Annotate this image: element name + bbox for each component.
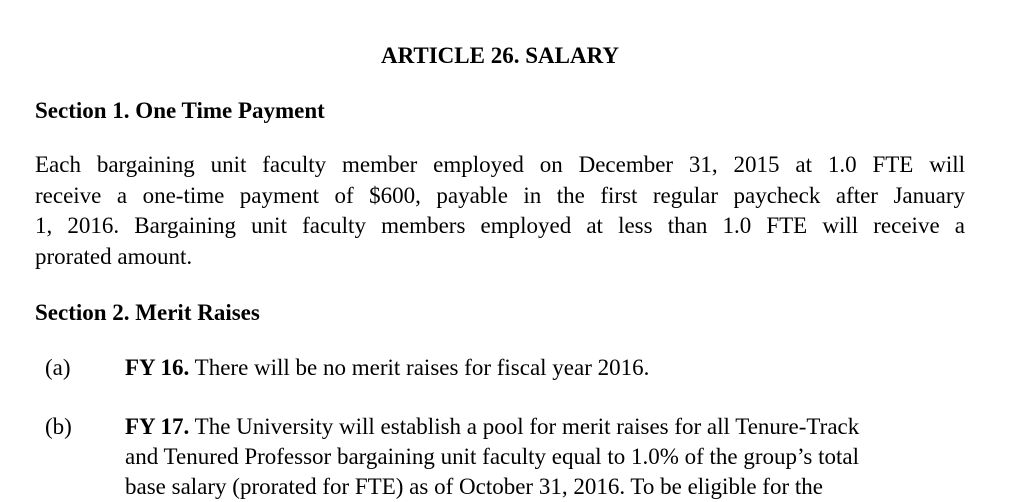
list-item-body	[125, 412, 965, 502]
paragraph-line: prorated amount.	[35, 243, 193, 269]
paragraph-line: 1, 2016. Bargaining unit faculty members employed at less than 1.0 FTE will receive a	[35, 213, 965, 238]
list-item-line	[125, 412, 965, 442]
paragraph-line: receive a one-time payment of $600, payable in the first regular paycheck after January	[35, 182, 965, 208]
list-item-line: base salary (prorated for FTE) as of October 31, 2016. To be eligible for the	[125, 474, 823, 499]
list-item-body	[125, 353, 965, 383]
section-1-heading: Section 1. One Time Payment	[35, 98, 325, 123]
section-1-paragraph	[35, 150, 965, 272]
section-2-heading: Section 2. Merit Raises	[35, 300, 260, 325]
paragraph-line: Each bargaining unit faculty member employed on December 31, 2015 at 1.0 FTE will	[35, 152, 965, 177]
list-item-line: and Tenured Professor bargaining unit faculty equal to 1.0% of the group’s total	[125, 444, 860, 469]
list-marker: (b)	[45, 414, 72, 439]
list-item-lead: FY 16.	[125, 355, 190, 380]
list-item-lead: FY 17.	[125, 414, 190, 439]
list-item-text: The University will establish a pool for merit raises for all Tenure-Track	[194, 414, 860, 439]
list-marker: (a)	[45, 355, 71, 380]
list-item-line	[125, 353, 965, 383]
list-item-text: There will be no merit raises for fiscal year 2016.	[194, 355, 650, 380]
article-title: ARTICLE 26. SALARY	[380, 43, 619, 68]
